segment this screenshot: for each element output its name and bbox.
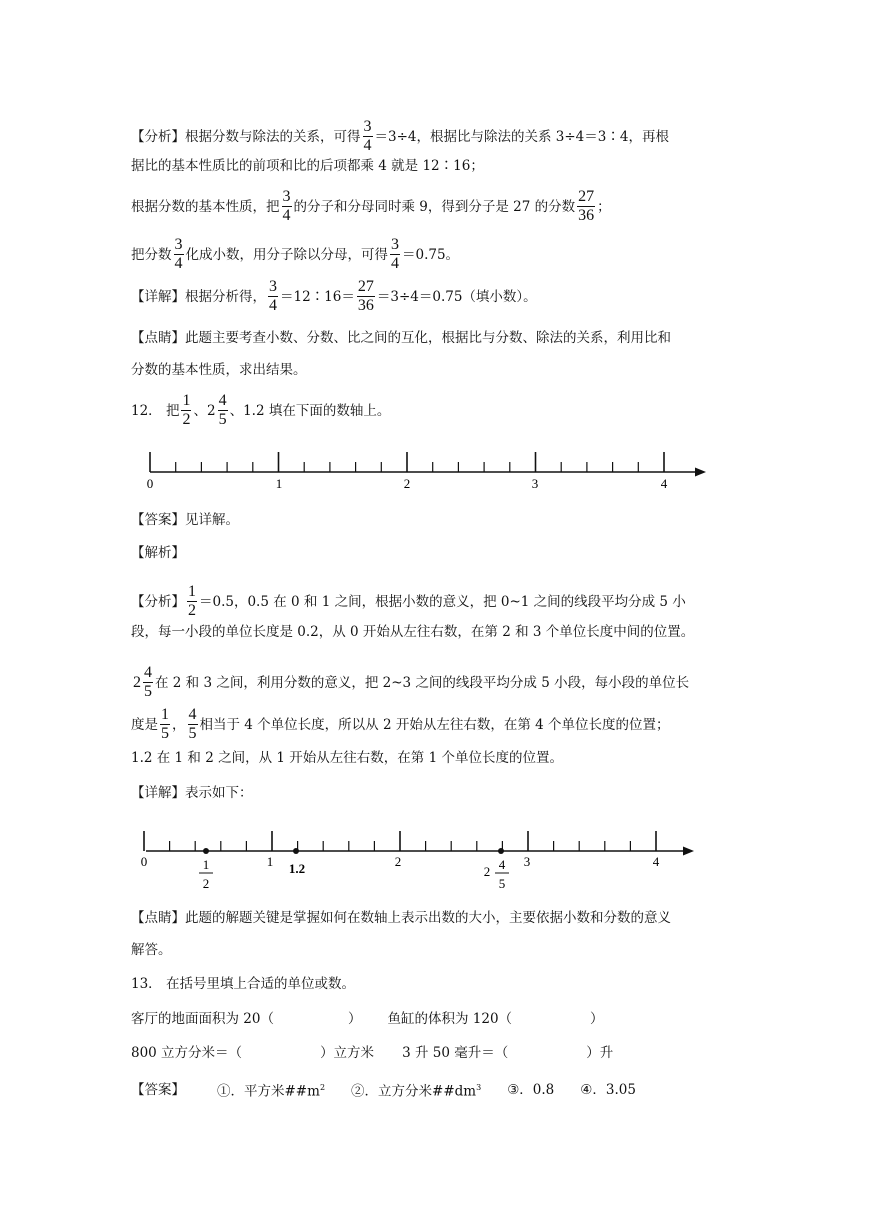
axis-arrow bbox=[683, 847, 694, 856]
numerator: 1 bbox=[188, 583, 196, 600]
tick-label-3: 3 bbox=[531, 476, 539, 491]
text: 12． 把 bbox=[131, 402, 180, 419]
tick-label-1: 1 bbox=[266, 854, 274, 869]
numerator: 4 bbox=[218, 392, 227, 409]
fraction bbox=[363, 118, 373, 155]
text: 【分析】根据分数与除法的关系，可得 bbox=[131, 128, 361, 145]
label-one-point-two: 1.2 bbox=[288, 861, 306, 876]
denominator: 2 bbox=[188, 602, 196, 619]
fraction bbox=[188, 706, 198, 743]
text: ） bbox=[590, 1011, 604, 1027]
text: 、1.2 填在下面的数轴上。 bbox=[229, 402, 391, 419]
analysis12-line-2: 段，每一小段的单位长度是 0.2，从 0 开始从左往右数，在第 2 和 3 个单位长度中间的位置。 bbox=[131, 624, 695, 640]
question-12 bbox=[131, 392, 390, 429]
denominator: 5 bbox=[144, 683, 152, 700]
detail-line bbox=[131, 278, 537, 315]
answer-2 bbox=[351, 1078, 481, 1102]
tick-label-0: 0 bbox=[140, 854, 148, 869]
text: ＝3÷4＝0.75（填小数）。 bbox=[376, 288, 537, 305]
text: ）升 bbox=[586, 1045, 614, 1061]
comment-line-1: 【点睛】此题主要考查小数、分数、比之间的互化，根据比与分数、除法的关系，利用比和 bbox=[131, 330, 671, 346]
tick-label-2: 2 bbox=[403, 476, 411, 491]
text: ＝12∶16＝ bbox=[280, 288, 355, 305]
text: ＝3÷4，根据比与除法的关系 3÷4＝3∶4，再根 bbox=[374, 128, 669, 145]
answer-1-text: ①．平方米##m bbox=[217, 1083, 320, 1100]
denominator: 4 bbox=[282, 207, 291, 224]
denominator: 36 bbox=[357, 297, 374, 314]
numerator: 1 bbox=[161, 706, 169, 723]
text: 化成小数，用分子除以分母，可得 bbox=[185, 246, 388, 263]
detail-12: 【详解】表示如下： bbox=[131, 785, 253, 801]
fraction bbox=[187, 583, 197, 620]
label-half-den: 2 bbox=[202, 876, 210, 891]
fraction bbox=[357, 278, 375, 315]
comment12-line-2: 解答。 bbox=[131, 942, 172, 958]
text: 、2 bbox=[193, 402, 216, 419]
numerator: 3 bbox=[269, 278, 277, 295]
point-two-four-fifths bbox=[498, 848, 504, 854]
numerator: 3 bbox=[391, 236, 399, 253]
text: ＝0.5，0.5 在 0 和 1 之间，根据小数的意义，把 0~1 之间的线段平均分成 5 小 bbox=[199, 593, 686, 610]
analysis-line-2: 据比的基本性质比的前项和比的后项都乘 4 就是 12∶16； bbox=[131, 158, 484, 174]
answer-1-sup: 2 bbox=[319, 1083, 326, 1092]
analysis-line-4 bbox=[131, 236, 459, 273]
fraction bbox=[174, 236, 184, 273]
label-mixed-whole: 2 bbox=[483, 864, 491, 879]
denominator: 4 bbox=[269, 297, 277, 314]
fraction bbox=[181, 392, 191, 429]
label-half-num: 1 bbox=[202, 857, 210, 872]
fraction bbox=[282, 188, 292, 225]
fraction bbox=[143, 664, 153, 701]
text: 度是 bbox=[131, 716, 158, 733]
number-line-answer bbox=[136, 826, 706, 896]
tick-label-4: 4 bbox=[660, 476, 668, 491]
point-one-half bbox=[203, 848, 209, 854]
answer-12: 【答案】见详解。 bbox=[131, 512, 239, 528]
text: 3 升 50 毫升＝（ bbox=[402, 1045, 509, 1061]
analysis-line-1 bbox=[131, 118, 669, 155]
comment-line-2: 分数的基本性质，求出结果。 bbox=[131, 362, 307, 378]
text: ） bbox=[347, 1011, 362, 1027]
numerator: 27 bbox=[578, 188, 595, 205]
tick-label-3: 3 bbox=[523, 854, 531, 869]
number-line-blank bbox=[140, 448, 710, 492]
numerator: 27 bbox=[357, 278, 374, 295]
number-line-ticks bbox=[144, 831, 656, 851]
text: 的分子和分母同时乘 9，得到分子是 27 的分数 bbox=[293, 198, 576, 215]
numerator: 3 bbox=[282, 188, 291, 205]
denominator: 36 bbox=[578, 207, 595, 224]
numerator: 3 bbox=[174, 236, 183, 253]
mixed-whole: 2 bbox=[133, 673, 141, 691]
denominator: 5 bbox=[188, 725, 197, 742]
text: 在 2 和 3 之间，利用分数的意义，把 2~3 之间的线段平均分成 5 小段，每小段的单位长 bbox=[155, 674, 690, 691]
jiexi-12: 【解析】 bbox=[131, 545, 185, 561]
denominator: 4 bbox=[174, 255, 183, 272]
question-13: 13． 在括号里填上合适的单位或数。 bbox=[131, 976, 355, 992]
numerator: 4 bbox=[144, 664, 152, 681]
text: 相当于 4 个单位长度，所以从 2 开始从左往右数，在第 4 个单位长度的位置； bbox=[199, 716, 670, 733]
fraction bbox=[577, 188, 595, 225]
text: ）立方米 bbox=[320, 1045, 375, 1061]
text: 鱼缸的体积为 120（ bbox=[387, 1011, 513, 1027]
tick-label-2: 2 bbox=[394, 854, 402, 869]
denominator: 5 bbox=[218, 411, 227, 428]
answer-1 bbox=[217, 1078, 325, 1102]
fraction bbox=[390, 236, 400, 273]
analysis12-line-1 bbox=[131, 583, 686, 620]
denominator: 2 bbox=[182, 411, 191, 428]
text: 客厅的地面面积为 20（ bbox=[131, 1011, 274, 1027]
answer-2-sup: 3 bbox=[476, 1083, 482, 1092]
fraction bbox=[268, 278, 278, 315]
analysis-line-3 bbox=[131, 188, 611, 225]
analysis12-line-3 bbox=[131, 664, 689, 701]
point-one-point-two bbox=[293, 848, 299, 854]
text: 根据分数的基本性质，把 bbox=[131, 198, 280, 215]
numerator: 3 bbox=[363, 118, 372, 135]
numerator: 4 bbox=[188, 706, 197, 723]
text: ＝0.75。 bbox=[402, 246, 460, 263]
tick-label-4: 4 bbox=[652, 854, 660, 869]
text: 800 立方分米＝（ bbox=[131, 1045, 243, 1061]
q13-line-1 bbox=[131, 1009, 604, 1029]
q13-line-2 bbox=[131, 1043, 613, 1063]
denominator: 4 bbox=[363, 137, 372, 154]
answer-label: 【答案】 bbox=[131, 1081, 185, 1098]
answer-4: ④．3.05 bbox=[580, 1081, 636, 1098]
number-line-ticks bbox=[150, 452, 664, 472]
denominator: 4 bbox=[391, 255, 399, 272]
text: ； bbox=[597, 198, 611, 215]
tick-label-1: 1 bbox=[275, 476, 283, 491]
answer-3: ③．0.8 bbox=[507, 1081, 555, 1098]
tick-label-0: 0 bbox=[146, 476, 154, 491]
denominator: 5 bbox=[161, 725, 169, 742]
fraction bbox=[218, 392, 228, 429]
q13-answer bbox=[131, 1078, 636, 1102]
label-mixed-num: 4 bbox=[498, 857, 506, 872]
numerator: 1 bbox=[182, 392, 191, 409]
axis-arrow bbox=[695, 468, 706, 477]
analysis12-line-4 bbox=[131, 706, 670, 743]
text: 【分析】 bbox=[131, 593, 185, 610]
text: 【详解】根据分析得， bbox=[131, 288, 266, 305]
analysis12-line-5: 1.2 在 1 和 2 之间，从 1 开始从左往右数，在第 1 个单位长度的位置。 bbox=[131, 750, 563, 766]
text: 把分数 bbox=[131, 246, 172, 263]
text: ， bbox=[172, 716, 186, 733]
answer-2-text: ②．立方分米##dm bbox=[351, 1083, 477, 1100]
label-mixed-den: 5 bbox=[498, 876, 506, 891]
comment12-line-1: 【点睛】此题的解题关键是掌握如何在数轴上表示出数的大小，主要依据小数和分数的意义 bbox=[131, 910, 671, 926]
fraction bbox=[160, 706, 170, 743]
